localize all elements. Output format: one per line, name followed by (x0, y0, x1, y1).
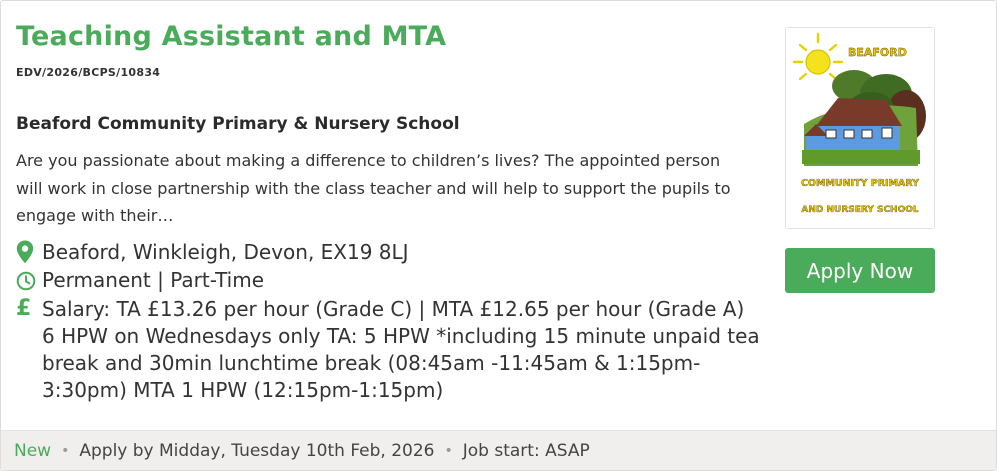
location-row (16, 240, 409, 264)
job-footer (1, 430, 996, 470)
job-title[interactable]: Teaching Assistant and MTA (16, 21, 447, 52)
separator-dot: • (444, 442, 453, 459)
school-logo (785, 27, 935, 229)
separator-dot: • (61, 442, 70, 459)
job-start: Job start: ASAP (462, 440, 590, 461)
contract-row (16, 268, 264, 292)
logo-name-line1: BEAFORD (848, 46, 907, 59)
logo-name-line3: AND NURSERY SCHOOL (801, 205, 919, 215)
new-badge: New (14, 440, 52, 461)
salary-row (16, 296, 762, 404)
apply-by-date: Apply by Midday, Tuesday 10th Feb, 2026 (79, 440, 435, 461)
job-location: Beaford, Winkleigh, Devon, EX19 8LJ (42, 240, 409, 264)
school-name: Beaford Community Primary & Nursery School (16, 114, 460, 134)
pound-icon: £ (16, 296, 32, 321)
job-salary: Salary: TA £13.26 per hour (Grade C) | MTA £12.65 per hour (Grade A) 6 HPW on Wednesdays only TA: 5 HPW *including 15 minute unpaid tea break and 30min lunchtime break (08:45am -11:45am & 1:15pm-3:30pm) MTA 1 HPW (12:15pm-1:15pm) (42, 297, 760, 402)
job-reference: EDV/2026/BCPS/10834 (16, 66, 161, 79)
job-contract-type: Permanent | Part-Time (42, 268, 265, 292)
job-description: Are you passionate about making a difference to children’s lives? The appointed person will work in close partnership with the class teacher and will help to support the pupils to engage with their… (16, 151, 731, 225)
apply-now-button[interactable]: Apply Now (785, 248, 935, 293)
map-marker-icon (16, 240, 42, 264)
logo-name-line2: COMMUNITY PRIMARY (800, 178, 920, 189)
clock-icon (16, 268, 42, 292)
